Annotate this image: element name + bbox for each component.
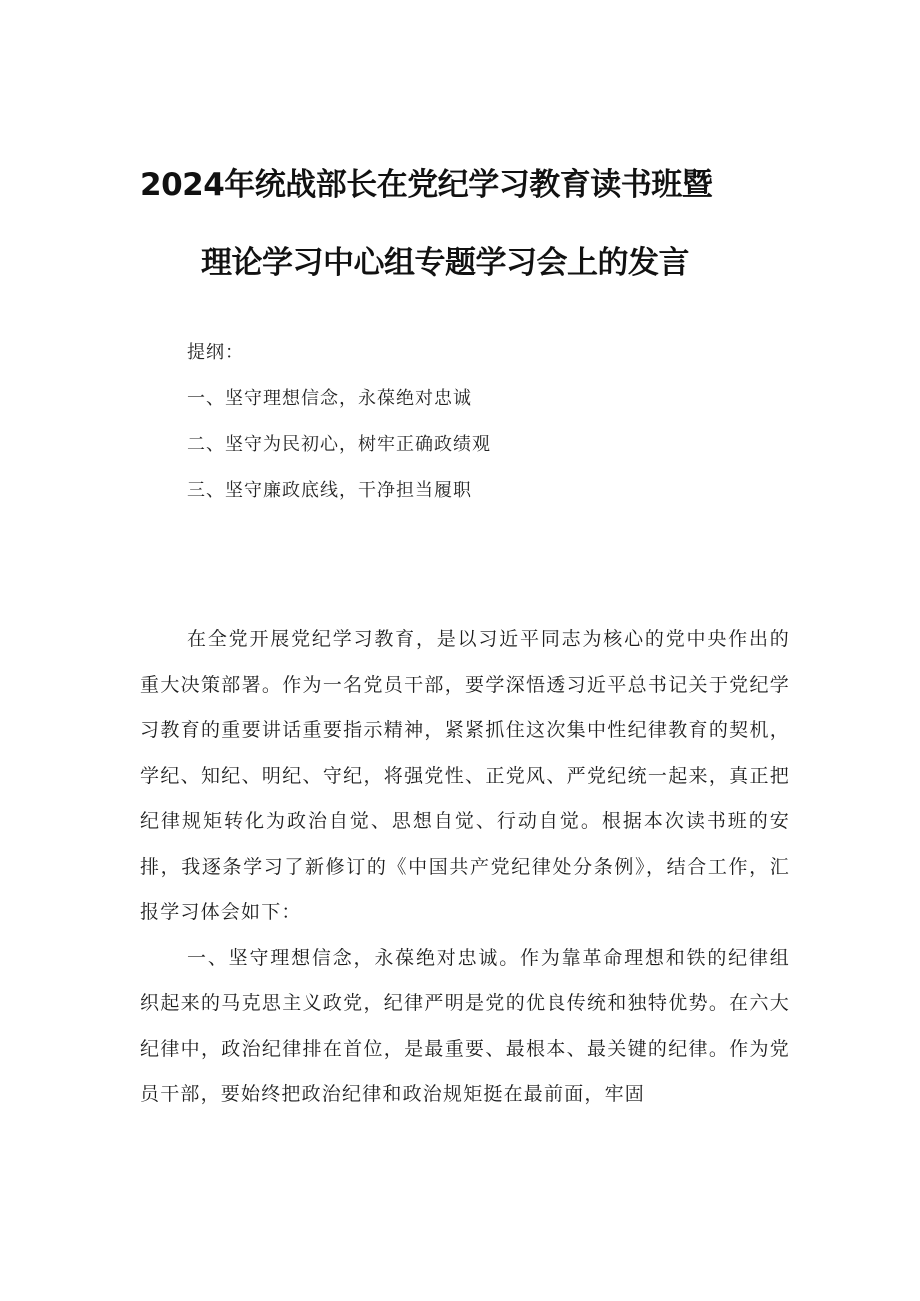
document-title-line-1: 2024年统战部长在党纪学习教育读书班暨 (140, 167, 713, 203)
outline-section (187, 330, 787, 514)
body-paragraph: 一、坚守理想信念，永葆绝对忠诚。作为靠革命理想和铁的纪律组织起来的马克思主义政党，纪律严明是党的优良传统和独特优势。在六大纪律中，政治纪律排在首位，是最重要、最根本、最关键的纪律。作为党员干部，要始终把政治纪律和政治规矩挺在最前面，牢固 (140, 946, 790, 1105)
outline-item: 一、坚守理想信念，永葆绝对忠诚 (187, 388, 472, 409)
document-body (140, 617, 790, 1118)
outline-label: 提纲： (187, 342, 244, 363)
document-title-line-2: 理论学习中心组专题学习会上的发言 (201, 245, 689, 281)
body-paragraph: 在全党开展党纪学习教育，是以习近平同志为核心的党中央作出的重大决策部署。作为一名党员干部，要学深悟透习近平总书记关于党纪学习教育的重要讲话重要指示精神，紧紧抓住这次集中性纪律教育的契机，学纪、知纪、明纪、守纪，将强党性、正党风、严党纪统一起来，真正把纪律规矩转化为政治自觉、思想自觉、行动自觉。根据本次读书班的安排，我逐条学习了新修订的《中国共产党纪律处分条例》，结合工作，汇报学习体会如下： (140, 628, 790, 923)
outline-item: 二、坚守为民初心，树牢正确政绩观 (187, 434, 491, 455)
outline-item: 三、坚守廉政底线，干净担当履职 (187, 480, 472, 501)
